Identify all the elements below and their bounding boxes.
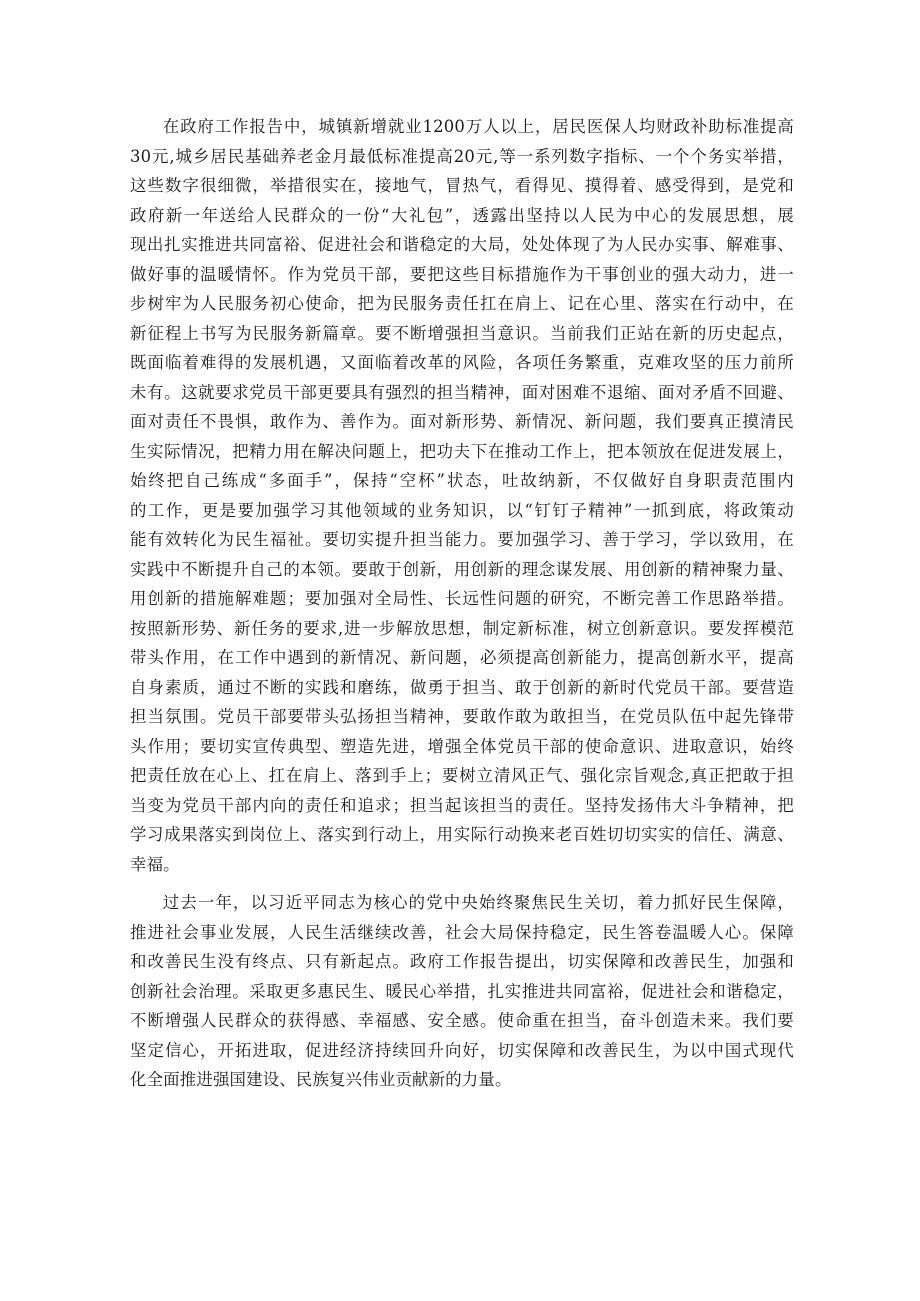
text-line: 和改善民生没有终点、只有新起点。政府工作报告提出，切实保障和改善民生，加强和 [130,952,794,971]
text-line: 步树牢为人民服务初心使命，把为民服务责任扛在肩上、记在心里、落实在行动中，在 [130,294,794,313]
text-line: 过去一年，以习近平同志为核心的党中央始终聚焦民生关切，着力抓好民生保障， [162,893,794,912]
text-line: 坚定信心，开拓进取，促进经济持续回升向好，切实保障和改善民生，为以中国式现代 [130,1040,794,1060]
text-line: 幸福。 [130,854,180,874]
text-line: 用创新的措施解难题；要加强对全局性、长远性问题的研究，不断完善工作思路举措。 [130,589,794,608]
text-line: 头作用；要切实宣传典型、塑造先进，增强全体党员干部的使命意识、进取意识，始终 [130,736,794,756]
text-line: 既面临着难得的发展机遇，又面临着改革的风险，各项任务繁重，克难攻坚的压力前所 [130,353,794,372]
text-line: 政府新一年送给人民群众的一份“大礼包”，透露出坚持以人民为中心的发展思想，展 [130,205,794,225]
text-line: 在政府工作报告中，城镇新增就业1200万人以上，居民医保人均财政补助标准提高 [162,117,794,136]
text-line: 新征程上书写为民服务新篇章。要不断增强担当意识。当前我们正站在新的历史起点， [130,323,794,343]
text-line: 这些数字很细微，举措很实在，接地气，冒热气，看得见、摸得着、感受得到，是党和 [130,176,794,195]
text-line: 创新社会治理。采取更多惠民生、暖民心举措，扎实推进共同富裕，促进社会和谐稳定， [130,981,794,1001]
text-line: 带头作用，在工作中遇到的新情况、新问题，必须提高创新能力，提高创新水平，提高 [130,648,794,667]
text-line: 自身素质，通过不断的实践和磨练，做勇于担当、敢于创新的新时代党员干部。要营造 [130,677,794,697]
text-line: 做好事的温暖情怀。作为党员干部，要把这些目标措施作为干事创业的强大动力，进一 [130,264,794,284]
text-line: 的工作，更是要加强学习其他领域的业务知识，以“钉钉子精神”一抓到底，将政策动 [130,500,794,520]
text-line: 推进社会事业发展，人民生活继续改善，社会大局保持稳定，民生答卷温暖人心。保障 [130,922,794,942]
text-line: 当变为党员干部内向的责任和追求；担当起该担当的责任。坚持发扬伟大斗争精神，把 [130,795,794,815]
text-line: 担当氛围。党员干部要带头弘扬担当精神，要敢作敢为敢担当，在党员队伍中起先锋带 [130,707,794,726]
text-line: 现出扎实推进共同富裕、促进社会和谐稳定的大局，处处体现了为人民办实事、解难事、 [130,235,794,254]
text-line: 面对责任不畏惧，敢作为、善作为。面对新形势、新情况、新问题，我们要真正摸清民 [130,412,794,431]
text-line: 生实际情况，把精力用在解决问题上，把功夫下在推动工作上，把本领放在促进发展上， [130,441,794,461]
paragraph-1 [130,112,794,879]
text-line: 学习成果落实到岗位上、落实到行动上，用实际行动换来老百姓切切实实的信任、满意、 [130,825,794,844]
text-line: 始终把自己练成“多面手”，保持“空杯”状态，吐故纳新，不仅做好自身职责范围内 [130,471,794,490]
paragraph-2 [130,888,794,1095]
text-line: 把责任放在心上、扛在肩上、落到手上；要树立清风正气、强化宗旨观念,真正把敢于担 [130,766,794,785]
document-body [130,112,794,1104]
text-line: 实践中不断提升自己的本领。要敢于创新，用创新的理念谋发展、用创新的精神聚力量、 [130,559,794,579]
text-line: 30元,城乡居民基础养老金月最低标准提高20元,等一系列数字指标、一个个务实举措， [130,146,794,166]
text-line: 化全面推进强国建设、民族复兴伟业贡献新的力量。 [130,1070,512,1089]
text-line: 未有。这就要求党员干部更要具有强烈的担当精神，面对困难不退缩、面对矛盾不回避、 [130,382,794,402]
text-line: 不断增强人民群众的获得感、幸福感、安全感。使命重在担当，奋斗创造未来。我们要 [130,1011,794,1030]
text-line: 按照新形势、新任务的要求,进一步解放思想，制定新标准，树立创新意识。要发挥模范 [130,618,794,638]
text-line: 能有效转化为民生福祉。要切实提升担当能力。要加强学习、善于学习，学以致用，在 [130,530,794,549]
